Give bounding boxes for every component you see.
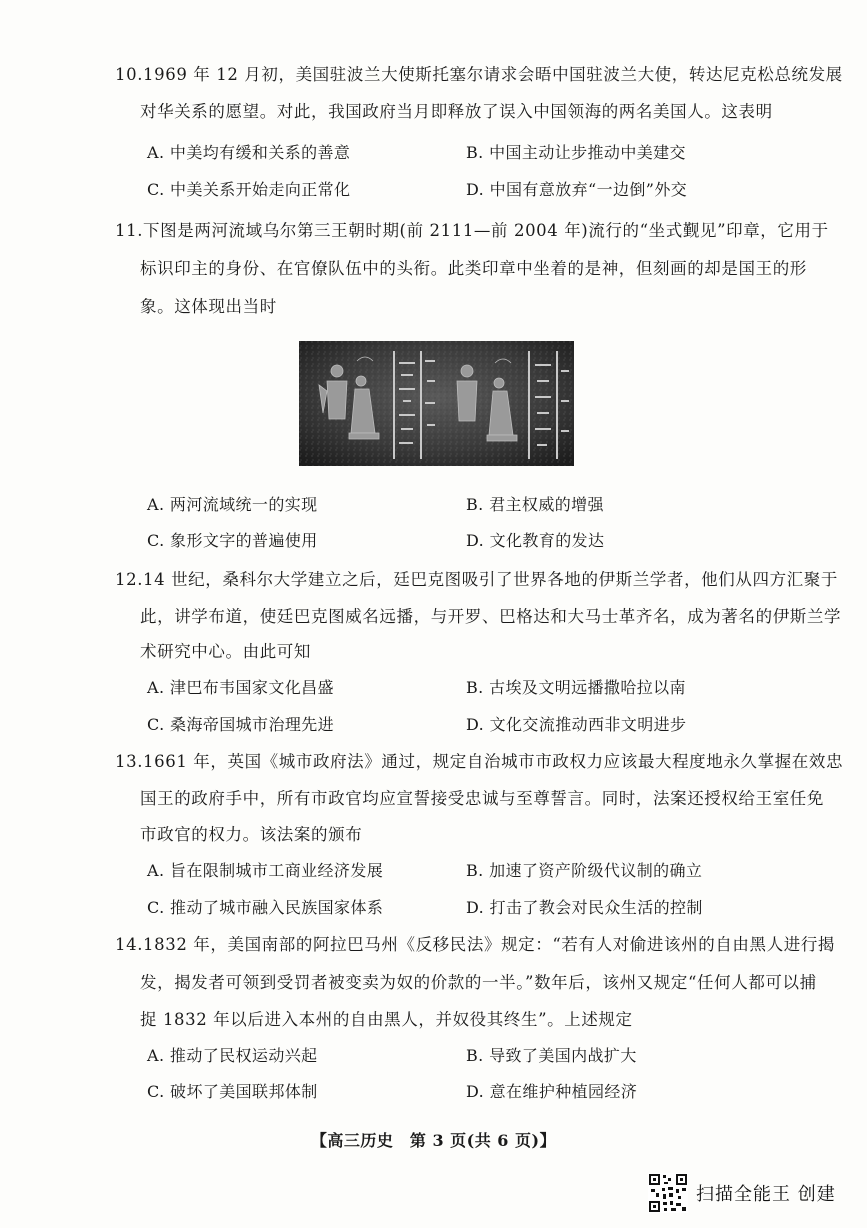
scanner-watermark xyxy=(648,1170,848,1216)
question-11-line-2: 标识印主的身份、在官僚队伍中的头衔。此类印章中坐着的是神，但刻画的却是国王的形 xyxy=(140,259,807,278)
question-13-line-3: 市政官的权力。该法案的颁布 xyxy=(140,825,363,844)
question-10-option-c: C. 中美关系开始走向正常化 xyxy=(147,180,351,199)
question-14-line-2: 发，揭发者可领到受罚者被变卖为奴的价款的一半。”数年后，该州又规定“任何人都可以捕 xyxy=(140,973,817,992)
question-11-line-3: 象。这体现出当时 xyxy=(140,297,277,316)
question-12-option-a: A. 津巴布韦国家文化昌盛 xyxy=(147,678,334,697)
cylinder-seal-icon xyxy=(299,341,574,466)
cylinder-seal-image xyxy=(299,341,574,466)
question-12-line-2: 此，讲学布道，使廷巴克图威名远播，与开罗、巴格达和大马士革齐名，成为著名的伊斯兰学 xyxy=(140,607,842,626)
question-13-line-1: 13.1661 年，英国《城市政府法》通过，规定自治城市市政权力应该最大程度地永久掌握在效忠 xyxy=(115,752,844,771)
question-14-option-a: A. 推动了民权运动兴起 xyxy=(147,1046,318,1065)
question-14-option-c: C. 破坏了美国联邦体制 xyxy=(147,1082,318,1101)
question-13-option-c: C. 推动了城市融入民族国家体系 xyxy=(147,898,384,917)
question-10-option-d: D. 中国有意放弃“一边倒”外交 xyxy=(466,180,688,199)
question-14-option-b: B. 导致了美国内战扩大 xyxy=(466,1046,637,1065)
question-13-line-2: 国王的政府手中，所有市政官均应宣誓接受忠诚与至尊誓言。同时，法案还授权给王室任免 xyxy=(140,789,824,808)
question-11-option-a: A. 两河流域统一的实现 xyxy=(147,495,318,514)
question-13-option-b: B. 加速了资产阶级代议制的确立 xyxy=(466,861,703,880)
question-12-line-3: 术研究中心。由此可知 xyxy=(140,642,311,661)
question-13-option-d: D. 打击了教会对民众生活的控制 xyxy=(466,898,703,917)
question-10-option-a: A. 中美均有缓和关系的善意 xyxy=(147,143,351,162)
question-12-option-c: C. 桑海帝国城市治理先进 xyxy=(147,715,335,734)
question-11-option-b: B. 君主权威的增强 xyxy=(466,495,604,514)
question-13-option-a: A. 旨在限制城市工商业经济发展 xyxy=(147,861,384,880)
question-12-option-d: D. 文化交流推动西非文明进步 xyxy=(466,715,687,734)
question-14-line-3: 捉 1832 年以后进入本州的自由黑人，并奴役其终生”。上述规定 xyxy=(140,1010,633,1029)
question-11-option-c: C. 象形文字的普遍使用 xyxy=(147,531,318,550)
question-12-option-b: B. 古埃及文明远播撒哈拉以南 xyxy=(466,678,686,697)
question-11-option-d: D. 文化教育的发达 xyxy=(466,531,605,550)
watermark-text: 扫描全能王 创建 xyxy=(696,1184,836,1205)
question-10-line-2: 对华关系的愿望。对此，我国政府当月即释放了误入中国领海的两名美国人。这表明 xyxy=(140,102,773,121)
question-11-line-1: 11.下图是两河流域乌尔第三王朝时期(前 2111—前 2004 年)流行的“坐式觐见”印章，它用于 xyxy=(115,221,829,240)
question-14-line-1: 14.1832 年，美国南部的阿拉巴马州《反移民法》规定：“若有人对偷进该州的自由黑人进行揭 xyxy=(115,935,836,954)
question-10-option-b: B. 中国主动让步推动中美建交 xyxy=(466,143,686,162)
question-10-line-1: 10.1969 年 12 月初，美国驻波兰大使斯托塞尔请求会晤中国驻波兰大使，转达尼克松总统发展 xyxy=(115,65,843,84)
qr-code-icon xyxy=(648,1173,688,1213)
page-footer: 【高三历史 第 3 页(共 6 页)】 xyxy=(310,1131,557,1150)
question-12-line-1: 12.14 世纪，桑科尔大学建立之后，廷巴克图吸引了世界各地的伊斯兰学者，他们从四方汇聚于 xyxy=(115,570,838,589)
question-14-option-d: D. 意在维护种植园经济 xyxy=(466,1082,638,1101)
